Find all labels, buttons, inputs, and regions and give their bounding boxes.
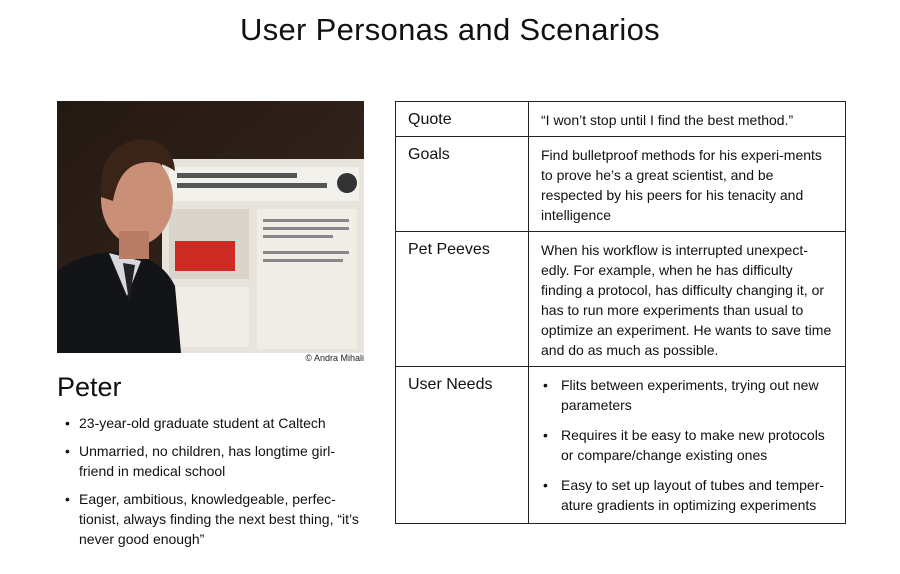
- photo-credit: © Andra Mihali: [305, 353, 364, 363]
- table-row: [396, 232, 846, 367]
- quote-value: “I won’t stop until I find the best method.”: [529, 102, 846, 137]
- table-row: [396, 367, 846, 524]
- goals-label: Goals: [396, 137, 529, 232]
- list-item: • Requires it be easy to make new protocols or compare/change existing ones: [541, 425, 833, 465]
- user-needs-value: [529, 367, 846, 524]
- table-row: [396, 137, 846, 232]
- persona-bullets: [63, 413, 363, 557]
- user-needs-label: User Needs: [396, 367, 529, 524]
- persona-photo: [57, 101, 364, 353]
- list-item: • Unmarried, no children, has longtime girl-friend in medical school: [63, 441, 363, 481]
- list-item: • 23-year-old graduate student at Caltech: [63, 413, 363, 433]
- persona-table: [395, 101, 846, 524]
- table-row: [396, 102, 846, 137]
- quote-label: Quote: [396, 102, 529, 137]
- list-item: • Flits between experiments, trying out new parameters: [541, 375, 833, 415]
- pet-peeves-label: Pet Peeves: [396, 232, 529, 367]
- page-title: User Personas and Scenarios: [240, 12, 660, 47]
- list-item: • Easy to set up layout of tubes and temper-ature gradients in optimizing experiments: [541, 475, 833, 515]
- persona-name: Peter: [57, 372, 122, 402]
- goals-value: Find bulletproof methods for his experi-ments to prove he’s a great scientist, and be respected by his peers for his tenacity and intelligence: [529, 137, 846, 232]
- user-needs-list: [541, 375, 833, 515]
- pet-peeves-value: When his workflow is interrupted unexpect-edly. For example, when he has difficulty finding a protocol, has difficulty changing it, or has to run more experiments than usual to optimize an experiment. He wants to save time and do as much as possible.: [529, 232, 846, 367]
- list-item: • Eager, ambitious, knowledgeable, perfec-tionist, always finding the next best thing, “it’s never good enough”: [63, 489, 363, 549]
